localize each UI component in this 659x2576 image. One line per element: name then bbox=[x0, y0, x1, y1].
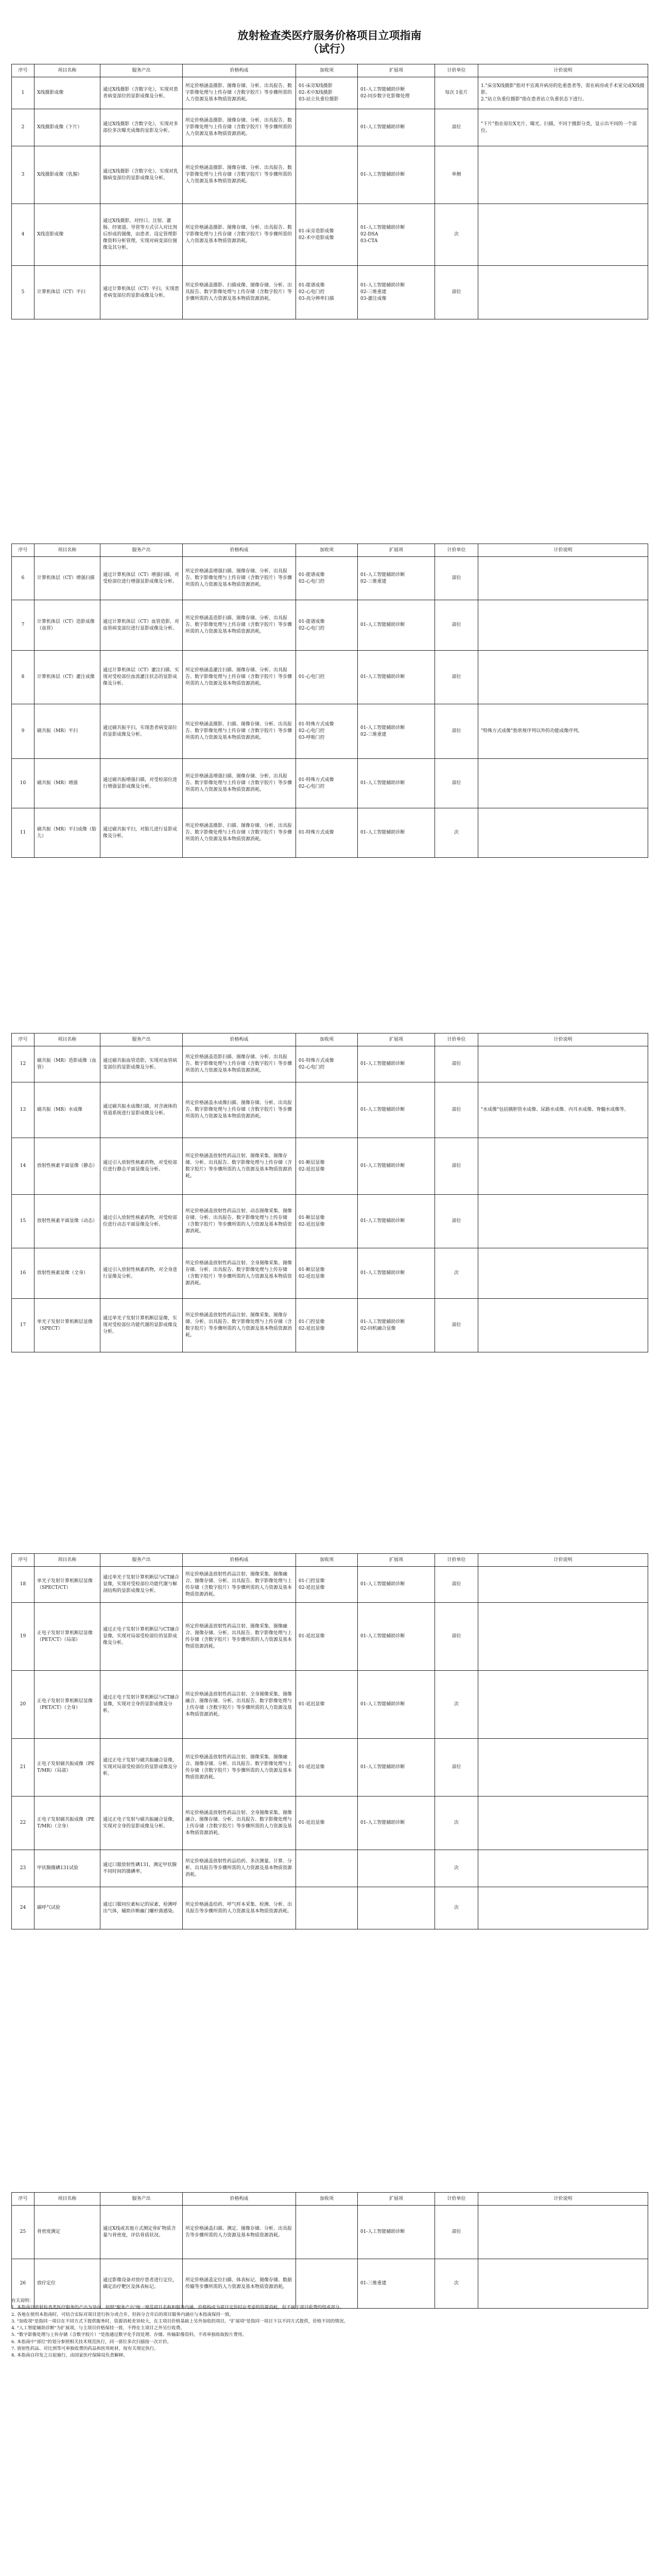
col-name: 正电子发射计算机断层显像（PET/CT）（全身） bbox=[34, 1671, 100, 1739]
table-page-3 bbox=[11, 1033, 648, 1352]
col-extension: 01-人工智能辅助诊断 02-三维重建 bbox=[358, 557, 435, 600]
col-surcharge: 01-断层显像 02-延迟显像 bbox=[296, 1138, 358, 1195]
col-output: 通过正电子发射计算机断层与CT融合显像，实现对全身的显影成像及分析。 bbox=[100, 1671, 183, 1739]
col-index: 25 bbox=[12, 2206, 34, 2259]
col-name: 放射性核素平面显像（静态） bbox=[34, 1138, 100, 1195]
table-row bbox=[12, 109, 648, 146]
price-table bbox=[11, 1553, 648, 1929]
table-row bbox=[12, 1046, 648, 1082]
col-surcharge: 01-能谱成像 02-心电门控 bbox=[296, 557, 358, 600]
col-surcharge: 01-延迟显像 bbox=[296, 1739, 358, 1797]
header-col-surcharge: 加收项 bbox=[296, 544, 358, 557]
header-col-extension: 扩展项 bbox=[358, 1033, 435, 1046]
table-row bbox=[12, 77, 648, 109]
col-name: 正电子发射计算机断层显像（PET/CT）（局部） bbox=[34, 1603, 100, 1671]
col-price: 所定价格涵盖摄影、图像存储、分析、出具报告、数字影像处理与上传存储（含数字胶片）等步骤所需的人力资源及基本物质资源消耗。 bbox=[183, 204, 296, 266]
col-unit: 次 bbox=[435, 1887, 478, 1929]
col-output: 通过口服同位素标记的尿素，检测呼出气体，辅助诊断幽门螺杆菌感染。 bbox=[100, 1887, 183, 1929]
col-unit: 部位 bbox=[435, 1299, 478, 1352]
col-index: 17 bbox=[12, 1299, 34, 1352]
col-name: 甲状腺摄碘131试验 bbox=[34, 1850, 100, 1887]
col-extension: 01-人工智能辅助诊断 bbox=[358, 2206, 435, 2259]
header-col-index: 序号 bbox=[12, 544, 34, 557]
notes-section bbox=[11, 2298, 648, 2360]
col-index: 15 bbox=[12, 1195, 34, 1248]
col-index: 9 bbox=[12, 704, 34, 759]
col-note bbox=[478, 1671, 648, 1739]
table-row bbox=[12, 808, 648, 858]
col-unit: 次 bbox=[435, 1671, 478, 1739]
col-surcharge bbox=[296, 1082, 358, 1138]
col-price: 所定价格涵盖摄影、扫描成像、图像存储、分析、出具报告、数字影像处理与上传存储（含数字胶片）等步骤所需的人力资源及基本物质资源消耗。 bbox=[183, 266, 296, 319]
header-col-price: 价格构成 bbox=[183, 64, 296, 77]
col-note bbox=[478, 1603, 648, 1671]
col-note bbox=[478, 651, 648, 704]
note-item: 7. 放射性药品、对比剂等可单独收费的药品和医用耗材，按有关规定执行。 bbox=[11, 2346, 159, 2352]
col-index: 18 bbox=[12, 1567, 34, 1603]
col-output: 通过磁共振增强扫描，对受检部位进行增强显影成像及分析。 bbox=[100, 759, 183, 808]
table-row bbox=[12, 1567, 648, 1603]
col-note bbox=[478, 1195, 648, 1248]
col-index: 6 bbox=[12, 557, 34, 600]
col-note bbox=[478, 600, 648, 651]
col-price: 所定价格涵盖增强扫描、图像存储、分析、出具报告、数字影像处理与上传存储（含数字胶片）等步骤所需的人力资源及基本物质资源消耗。 bbox=[183, 759, 296, 808]
header-col-price: 价格构成 bbox=[183, 2193, 296, 2206]
table-page-2 bbox=[11, 544, 648, 858]
col-note bbox=[478, 759, 648, 808]
col-note bbox=[478, 146, 648, 204]
col-name: 单光子发射计算机断层显像（SPECT） bbox=[34, 1299, 100, 1352]
col-note bbox=[478, 2206, 648, 2259]
col-output: 通过X线或其他方式测定骨矿物质含量与骨密度，评估骨质状况。 bbox=[100, 2206, 183, 2259]
col-note bbox=[478, 266, 648, 319]
col-price: 所定价格涵盖放射性药品注射、图像采集、图像融合、图像存储、分析、出具报告、数字影像处理与上传存储（含数字胶片）等步骤所需的人力资源及基本物质资源消耗。 bbox=[183, 1567, 296, 1603]
col-unit: 部位 bbox=[435, 651, 478, 704]
col-price: 所定价格涵盖放射性药品注射、全身图像采集、图像融合、图像存储、分析、出具报告、数字影像处理与上传存储（含数字胶片）等步骤所需的人力资源及基本物质资源消耗。 bbox=[183, 1671, 296, 1739]
col-note bbox=[478, 1299, 648, 1352]
col-index: 4 bbox=[12, 204, 34, 266]
col-name: X线造影成像 bbox=[34, 204, 100, 266]
header-col-extension: 扩展项 bbox=[358, 64, 435, 77]
col-index: 24 bbox=[12, 1887, 34, 1929]
col-note: 1."床旁X线摄影"指对不宜离开病房的危重患者等，需在病房或手术室完成X线摄影。 2."站立负重位摄影"指在患者站立负重状态下进行。 bbox=[478, 77, 648, 109]
table-row bbox=[12, 1850, 648, 1887]
col-unit: 次 bbox=[435, 1850, 478, 1887]
col-surcharge: 01-床旁X线摄影 02-术中X线摄影 03-站立负重位摄影 bbox=[296, 77, 358, 109]
col-extension: 01-人工智能辅助诊断 bbox=[358, 1739, 435, 1797]
table-page-4 bbox=[11, 1553, 648, 1929]
col-surcharge: 01-断层显像 02-延迟显像 bbox=[296, 1248, 358, 1299]
col-name: 磁共振（MR）平扫 bbox=[34, 704, 100, 759]
col-extension: 01-人工智能辅助诊断 02-三维重建 bbox=[358, 704, 435, 759]
table-header-row bbox=[12, 544, 648, 557]
col-output: 通过X线摄影（含数字化），实现对患者病变部位的显影成像及分析。 bbox=[100, 77, 183, 109]
col-unit: 次 bbox=[435, 204, 478, 266]
col-name: 计算机体层（CT）增强扫描 bbox=[34, 557, 100, 600]
col-unit: 每次 1张片 bbox=[435, 77, 478, 109]
col-index: 23 bbox=[12, 1850, 34, 1887]
price-table bbox=[11, 2192, 648, 2309]
col-output: 通过X线摄影（含数字化），实现对多部位多次曝光成像的显影及分析。 bbox=[100, 109, 183, 146]
col-name: 放射性核素平面显像（动态） bbox=[34, 1195, 100, 1248]
col-output: 通过磁共振平扫，对胎儿进行显影成像及分析。 bbox=[100, 808, 183, 858]
price-table bbox=[11, 544, 648, 858]
table-row bbox=[12, 1082, 648, 1138]
col-unit: 部位 bbox=[435, 1082, 478, 1138]
col-unit: 次 bbox=[435, 1797, 478, 1850]
table-row bbox=[12, 266, 648, 319]
col-price: 所定价格涵盖扫描、测定、图像存储、分析、出具报告等步骤所需的人力资源及基本物质资源消耗。 bbox=[183, 2206, 296, 2259]
col-name: 碳呼气试验 bbox=[34, 1887, 100, 1929]
col-unit: 部位 bbox=[435, 1195, 478, 1248]
header-col-price: 价格构成 bbox=[183, 1554, 296, 1567]
col-note: "下片"指在原位X光片、曝光、扫描，不同于摄影分类，显示出不同的一个部位。 bbox=[478, 109, 648, 146]
col-index: 11 bbox=[12, 808, 34, 858]
page-subtitle: （试行） bbox=[308, 42, 351, 55]
col-note bbox=[478, 808, 648, 858]
col-unit: 次 bbox=[435, 1248, 478, 1299]
header-col-note: 计价说明 bbox=[478, 544, 648, 557]
col-name: 骨密度测定 bbox=[34, 2206, 100, 2259]
col-price: 所定价格涵盖摄影、图像存储、分析、出具报告、数字影像处理与上传存储（含数字胶片）等步骤所需的人力资源及基本物质资源消耗。 bbox=[183, 146, 296, 204]
col-name: 计算机体层（CT）平扫 bbox=[34, 266, 100, 319]
notes-heading: 有关说明： bbox=[11, 2298, 33, 2303]
col-surcharge: 01-能谱成像 02-心电门控 03-高分辨率扫描 bbox=[296, 266, 358, 319]
col-note bbox=[478, 204, 648, 266]
col-note bbox=[478, 1046, 648, 1082]
header-col-name: 项目名称 bbox=[34, 2193, 100, 2206]
col-unit: 部位 bbox=[435, 2206, 478, 2259]
col-note: "水成像"包括胰胆管水成像、尿路水成像、内耳水成像、脊髓水成像等。 bbox=[478, 1082, 648, 1138]
col-price: 所定价格涵盖定位扫描、体表标记、图像存储、数据传输等步骤所需的人力资源及基本物质资源消耗。 bbox=[183, 2259, 296, 2309]
col-surcharge bbox=[296, 1850, 358, 1887]
header-col-index: 序号 bbox=[12, 1554, 34, 1567]
header-col-output: 服务产出 bbox=[100, 544, 183, 557]
header-col-extension: 扩展项 bbox=[358, 2193, 435, 2206]
header-col-extension: 扩展项 bbox=[358, 544, 435, 557]
col-extension: 01-人工智能辅助诊断 bbox=[358, 1082, 435, 1138]
table-row bbox=[12, 1138, 648, 1195]
header-col-note: 计价说明 bbox=[478, 1554, 648, 1567]
note-item: 2. 各地在使用本指南时，可结合实际对项目进行拆分或合并，但拆分合并后的项目服务内涵应与本指南保持一致。 bbox=[11, 2312, 234, 2317]
header-col-output: 服务产出 bbox=[100, 1554, 183, 1567]
col-output: 通过正电子发射与磁共振融合显像，实现对全身的显影成像及分析。 bbox=[100, 1797, 183, 1850]
header-col-name: 项目名称 bbox=[34, 1554, 100, 1567]
col-surcharge: 01-特殊方式成像 02-心电门控 bbox=[296, 759, 358, 808]
table-row bbox=[12, 204, 648, 266]
col-surcharge bbox=[296, 109, 358, 146]
col-price: 所定价格涵盖摄影、图像存储、分析、出具报告、数字影像处理与上传存储（含数字胶片）等步骤所需的人力资源及基本物质资源消耗。 bbox=[183, 77, 296, 109]
table-row bbox=[12, 651, 648, 704]
table-row bbox=[12, 146, 648, 204]
col-price: 所定价格涵盖放射性药品注射、图像采集、图像存储、分析、出具报告、数字影像处理与上传存储（含数字胶片）等步骤所需的人力资源及基本物质资源消耗。 bbox=[183, 1299, 296, 1352]
header-col-name: 项目名称 bbox=[34, 544, 100, 557]
table-row bbox=[12, 1797, 648, 1850]
col-index: 14 bbox=[12, 1138, 34, 1195]
header-col-index: 序号 bbox=[12, 64, 34, 77]
col-output: 通过磁共振平扫，实现患者病变部位的显影成像及分析。 bbox=[100, 704, 183, 759]
col-extension: 01-人工智能辅助诊断 bbox=[358, 146, 435, 204]
col-index: 10 bbox=[12, 759, 34, 808]
table-row bbox=[12, 1739, 648, 1797]
col-output: 通过引入放射性核素药物，对受检部位进行静态平面显像及分析。 bbox=[100, 1138, 183, 1195]
header-col-index: 序号 bbox=[12, 2193, 34, 2206]
header-col-unit: 计价单位 bbox=[435, 1033, 478, 1046]
col-name: 单光子发射计算机断层显像（SPECT/CT） bbox=[34, 1567, 100, 1603]
col-output: 通过磁共振血管造影，实现对血管病变部位的显影成像及分析。 bbox=[100, 1046, 183, 1082]
header-col-name: 项目名称 bbox=[34, 1033, 100, 1046]
table-page-1 bbox=[11, 64, 648, 319]
col-surcharge: 01-断层显像 02-延迟显像 bbox=[296, 1195, 358, 1248]
header-col-surcharge: 加收项 bbox=[296, 2193, 358, 2206]
col-note bbox=[478, 1739, 648, 1797]
col-surcharge bbox=[296, 2206, 358, 2259]
col-index: 21 bbox=[12, 1739, 34, 1797]
col-name: 磁共振（MR）增强 bbox=[34, 759, 100, 808]
note-item: 1. 本指南以放射检查类医疗服务的产出为导向，按照"服务产出"统一规范项目名称和服务内涵，价格构成为项目定价时应考虑的资源消耗，但不属于项目收费的组成部分。 bbox=[11, 2305, 344, 2311]
col-index: 26 bbox=[12, 2259, 34, 2309]
col-extension: 01-人工智能辅助诊断 bbox=[358, 1195, 435, 1248]
col-price: 所定价格涵盖放射性药品给药、多次测量、计算、分析、出具报告等步骤所需的人力资源及基本物质资源消耗。 bbox=[183, 1850, 296, 1887]
col-unit: 部位 bbox=[435, 759, 478, 808]
note-item: 8. 本指南自印发之日起施行，由国家医疗保障局负责解释。 bbox=[11, 2353, 128, 2359]
col-index: 16 bbox=[12, 1248, 34, 1299]
col-note bbox=[478, 1138, 648, 1195]
col-surcharge: 01-心电门控 bbox=[296, 651, 358, 704]
col-extension: 01-人工智能辅助诊断 bbox=[358, 1138, 435, 1195]
col-index: 7 bbox=[12, 600, 34, 651]
col-unit: 部位 bbox=[435, 557, 478, 600]
col-output: 通过X线摄影（含数字化），实现对乳腺病变部位的显影成像及分析。 bbox=[100, 146, 183, 204]
table-row bbox=[12, 1299, 648, 1352]
page-title: 放射检查类医疗服务价格项目立项指南 bbox=[237, 29, 422, 42]
col-extension: 01-人工智能辅助诊断 bbox=[358, 1603, 435, 1671]
col-index: 8 bbox=[12, 651, 34, 704]
col-price: 所定价格涵盖摄影、扫描、图像存储、分析、出具报告、数字影像处理与上传存储（含数字胶片）等步骤所需的人力资源及基本物质资源消耗。 bbox=[183, 808, 296, 858]
col-extension: 01-人工智能辅助诊断 bbox=[358, 759, 435, 808]
col-price: 所定价格涵盖增强扫描、图像存储、分析、出具报告、数字影像处理与上传存储（含数字胶片）等步骤所需的人力资源及基本物质资源消耗。 bbox=[183, 557, 296, 600]
table-row bbox=[12, 1195, 648, 1248]
col-output: 通过引入放射性核素药物，对全身进行显像及分析。 bbox=[100, 1248, 183, 1299]
col-name: 计算机体层（CT）灌注成像 bbox=[34, 651, 100, 704]
note-item: 4. "人工智能辅助诊断"为扩展项，与主项目价格保持一致，不得在主项目之外另行收费。 bbox=[11, 2326, 185, 2331]
col-output: 通过引入放射性核素药物，对受检部位进行动态平面显像及分析。 bbox=[100, 1195, 183, 1248]
col-unit: 部位 bbox=[435, 1603, 478, 1671]
table-header-row bbox=[12, 1033, 648, 1046]
col-surcharge: 01-能谱成像 02-心电门控 bbox=[296, 600, 358, 651]
col-unit: 部位 bbox=[435, 704, 478, 759]
col-unit: 单侧 bbox=[435, 146, 478, 204]
col-index: 12 bbox=[12, 1046, 34, 1082]
col-surcharge: 01-特殊方式成像 02-心电门控 bbox=[296, 1046, 358, 1082]
table-row bbox=[12, 704, 648, 759]
col-name: X线摄影成像 bbox=[34, 77, 100, 109]
col-output: 通过计算机体层（CT）平扫，实现患者病变部位的显影成像及分析。 bbox=[100, 266, 183, 319]
col-note bbox=[478, 1248, 648, 1299]
col-name: 磁共振（MR）造影成像（血管） bbox=[34, 1046, 100, 1082]
header-col-surcharge: 加收项 bbox=[296, 64, 358, 77]
col-extension bbox=[358, 1850, 435, 1887]
col-index: 13 bbox=[12, 1082, 34, 1138]
col-unit: 部位 bbox=[435, 109, 478, 146]
col-surcharge bbox=[296, 146, 358, 204]
col-output: 通过计算机体层（CT）增强扫描，对受检部位进行增强显影成像及分析。 bbox=[100, 557, 183, 600]
col-surcharge bbox=[296, 1887, 358, 1929]
col-price: 所定价格涵盖放射性药品注射、图像采集、图像融合、图像存储、分析、出具报告、数字影像处理与上传存储（含数字胶片）等步骤所需的人力资源及基本物质资源消耗。 bbox=[183, 1603, 296, 1671]
col-price: 所定价格涵盖放射性药品注射、图像采集、图像融合、图像存储、分析、出具报告、数字影像处理与上传存储（含数字胶片）等步骤所需的人力资源及基本物质资源消耗。 bbox=[183, 1739, 296, 1797]
col-price: 所定价格涵盖放射性药品注射、图像采集、图像存储、分析、出具报告、数字影像处理与上传存储（含数字胶片）等步骤所需的人力资源及基本物质资源消耗。 bbox=[183, 1138, 296, 1195]
col-extension: 01-人工智能辅助诊断 02-三维重建 03-灌注成像 bbox=[358, 266, 435, 319]
header-col-index: 序号 bbox=[12, 1033, 34, 1046]
col-extension: 01-人工智能辅助诊断 02-同机融合显像 bbox=[358, 1299, 435, 1352]
table-row bbox=[12, 1887, 648, 1929]
col-extension bbox=[358, 1887, 435, 1929]
col-note bbox=[478, 1887, 648, 1929]
col-surcharge: 01-延迟显像 bbox=[296, 1671, 358, 1739]
col-unit: 部位 bbox=[435, 1567, 478, 1603]
col-note bbox=[478, 557, 648, 600]
header-col-note: 计价说明 bbox=[478, 1033, 648, 1046]
col-unit: 次 bbox=[435, 2259, 478, 2309]
table-row bbox=[12, 1603, 648, 1671]
col-price: 所定价格涵盖给药、呼气样本采集、检测、分析、出具报告等步骤所需的人力资源及基本物质资源消耗。 bbox=[183, 1887, 296, 1929]
col-price: 所定价格涵盖造影扫描、图像存储、分析、出具报告、数字影像处理与上传存储（含数字胶片）等步骤所需的人力资源及基本物质资源消耗。 bbox=[183, 600, 296, 651]
header-col-extension: 扩展项 bbox=[358, 1554, 435, 1567]
col-price: 所定价格涵盖摄影、图像存储、分析、出具报告、数字影像处理与上传存储（含数字胶片）等步骤所需的人力资源及基本物质资源消耗。 bbox=[183, 109, 296, 146]
col-name: 正电子发射磁共振成像（PET/MR）（全身） bbox=[34, 1797, 100, 1850]
col-unit: 部位 bbox=[435, 1138, 478, 1195]
col-unit: 部位 bbox=[435, 600, 478, 651]
table-row bbox=[12, 2206, 648, 2259]
col-extension: 01-人工智能辅助诊断 bbox=[358, 600, 435, 651]
header-col-price: 价格构成 bbox=[183, 1033, 296, 1046]
header-col-surcharge: 加收项 bbox=[296, 1554, 358, 1567]
table-row bbox=[12, 1248, 648, 1299]
table-row bbox=[12, 600, 648, 651]
col-extension: 01-人工智能辅助诊断 02-同步数字化影像处理 bbox=[358, 77, 435, 109]
col-name: X线摄影成像（下片） bbox=[34, 109, 100, 146]
header-col-output: 服务产出 bbox=[100, 64, 183, 77]
col-note: "特殊方式成像"指常规序列以外的功能成像序列。 bbox=[478, 704, 648, 759]
col-index: 3 bbox=[12, 146, 34, 204]
col-surcharge: 01-特殊方式成像 bbox=[296, 808, 358, 858]
col-name: 磁共振（MR）平扫成像（胎儿） bbox=[34, 808, 100, 858]
col-extension: 01-三维重建 bbox=[358, 2259, 435, 2309]
table-row bbox=[12, 1671, 648, 1739]
col-surcharge: 01-延迟显像 bbox=[296, 1603, 358, 1671]
header-col-surcharge: 加收项 bbox=[296, 1033, 358, 1046]
col-name: 放射性核素显像（全身） bbox=[34, 1248, 100, 1299]
col-price: 所定价格涵盖水成像扫描、图像存储、分析、出具报告、数字影像处理与上传存储（含数字胶片）等步骤所需的人力资源及基本物质资源消耗。 bbox=[183, 1082, 296, 1138]
header-col-note: 计价说明 bbox=[478, 64, 648, 77]
col-output: 通过X线摄影，对经口、注射、灌肠、经窦道、导管等方式引入对比剂后形成的图像，由患者、设定管理影像资料分析管理，实现对病变部位图像及其分析。 bbox=[100, 204, 183, 266]
col-extension: 01-人工智能辅助诊断 bbox=[358, 808, 435, 858]
header-col-unit: 计价单位 bbox=[435, 1554, 478, 1567]
col-surcharge: 01-床旁造影成像 02-术中造影成像 bbox=[296, 204, 358, 266]
col-extension: 01-人工智能辅助诊断 bbox=[358, 1671, 435, 1739]
table-page-5 bbox=[11, 2192, 648, 2309]
table-header-row bbox=[12, 64, 648, 77]
col-name: 计算机体层（CT）造影成像（血管） bbox=[34, 600, 100, 651]
col-output: 通过磁共振水成像扫描，对含液体的管道系统进行显影成像及分析。 bbox=[100, 1082, 183, 1138]
col-surcharge: 01-特殊方式成像 02-心电门控 03-呼吸门控 bbox=[296, 704, 358, 759]
col-index: 22 bbox=[12, 1797, 34, 1850]
col-surcharge: 01-门控显像 02-延迟显像 bbox=[296, 1299, 358, 1352]
table-header-row bbox=[12, 1554, 648, 1567]
col-extension: 01-人工智能辅助诊断 02-DSA 03-CTA bbox=[358, 204, 435, 266]
table-row bbox=[12, 557, 648, 600]
col-name: X线摄影成像（乳腺） bbox=[34, 146, 100, 204]
col-output: 通过计算机体层（CT）血管造影，对血管病变部位进行显影成像及分析。 bbox=[100, 600, 183, 651]
table-header-row bbox=[12, 2193, 648, 2206]
col-surcharge: 01-延迟显像 bbox=[296, 1797, 358, 1850]
header-col-note: 计价说明 bbox=[478, 2193, 648, 2206]
col-output: 通过正电子发射计算机断层与CT融合显像，实现对局部受检部位的显影成像及分析。 bbox=[100, 1603, 183, 1671]
col-unit: 部位 bbox=[435, 1046, 478, 1082]
header-col-name: 项目名称 bbox=[34, 64, 100, 77]
header-col-unit: 计价单位 bbox=[435, 2193, 478, 2206]
col-price: 所定价格涵盖造影扫描、图像存储、分析、出具报告、数字影像处理与上传存储（含数字胶片）等步骤所需的人力资源及基本物质资源消耗。 bbox=[183, 1046, 296, 1082]
col-price: 所定价格涵盖灌注扫描、图像存储、分析、出具报告、数字影像处理与上传存储（含数字胶片）等步骤所需的人力资源及基本物质资源消耗。 bbox=[183, 651, 296, 704]
col-index: 5 bbox=[12, 266, 34, 319]
col-output: 通过单光子发射计算机断层显像，实现对受检部位功能代谢的显影成像及分析。 bbox=[100, 1299, 183, 1352]
col-name: 放疗定位 bbox=[34, 2259, 100, 2309]
header-col-output: 服务产出 bbox=[100, 1033, 183, 1046]
col-surcharge: 01-门控显像 02-延迟显像 bbox=[296, 1567, 358, 1603]
col-output: 通过计算机体层（CT）灌注扫描，实现对受检部位血流灌注状态的显影成像及分析。 bbox=[100, 651, 183, 704]
header-col-price: 价格构成 bbox=[183, 544, 296, 557]
col-output: 通过单光子发射计算机断层与CT融合显像，实现对受检部位功能代谢与解剖结构的显影成像及分析。 bbox=[100, 1567, 183, 1603]
col-name: 正电子发射磁共振成像（PET/MR）（局部） bbox=[34, 1739, 100, 1797]
col-price: 所定价格涵盖放射性药品注射、全身图像采集、图像融合、图像存储、分析、出具报告、数字影像处理与上传存储（含数字胶片）等步骤所需的人力资源及基本物质资源消耗。 bbox=[183, 1797, 296, 1850]
note-item: 6. 本指南中"部位"的划分参照相关技术规范执行，同一部位多次扫描按一次计价。 bbox=[11, 2339, 172, 2345]
col-index: 19 bbox=[12, 1603, 34, 1671]
col-unit: 次 bbox=[435, 808, 478, 858]
col-note bbox=[478, 1850, 648, 1887]
col-extension: 01-人工智能辅助诊断 bbox=[358, 109, 435, 146]
col-price: 所定价格涵盖放射性药品注射、动态图像采集、图像存储、分析、出具报告、数字影像处理与上传存储（含数字胶片）等步骤所需的人力资源及基本物质资源消耗。 bbox=[183, 1195, 296, 1248]
col-output: 通过正电子发射与磁共振融合显像，实现对局部受检部位的显影成像及分析。 bbox=[100, 1739, 183, 1797]
col-note bbox=[478, 1797, 648, 1850]
note-item: 5. "数字影像处理与上传存储（含数字胶片）"是指通过数字化手段处理、存储、传输影像资料，不再单独收取胶片费用。 bbox=[11, 2332, 247, 2338]
col-name: 磁共振（MR）水成像 bbox=[34, 1082, 100, 1138]
col-price: 所定价格涵盖放射性药品注射、全身图像采集、图像存储、分析、出具报告、数字影像处理与上传存储（含数字胶片）等步骤所需的人力资源及基本物质资源消耗。 bbox=[183, 1248, 296, 1299]
col-price: 所定价格涵盖摄影、扫描、图像存储、分析、出具报告、数字影像处理与上传存储（含数字胶片）等步骤所需的人力资源及基本物质资源消耗。 bbox=[183, 704, 296, 759]
col-unit: 部位 bbox=[435, 1739, 478, 1797]
col-note bbox=[478, 1567, 648, 1603]
col-output: 通过影像设备对放疗患者进行定位，确定治疗靶区及体表标记。 bbox=[100, 2259, 183, 2309]
header-col-unit: 计价单位 bbox=[435, 544, 478, 557]
price-table bbox=[11, 64, 648, 319]
table-row bbox=[12, 759, 648, 808]
price-table bbox=[11, 1033, 648, 1352]
col-index: 20 bbox=[12, 1671, 34, 1739]
col-output: 通过口服放射性碘131，测定甲状腺不同时间的摄碘率。 bbox=[100, 1850, 183, 1887]
header-col-unit: 计价单位 bbox=[435, 64, 478, 77]
col-extension: 01-人工智能辅助诊断 bbox=[358, 1567, 435, 1603]
col-extension: 01-人工智能辅助诊断 bbox=[358, 651, 435, 704]
col-extension: 01-人工智能辅助诊断 bbox=[358, 1248, 435, 1299]
note-item: 3. "加收项"是指同一项目在不同方式下提供服务时，资源消耗差异较大，在主项目价格基础上另外加收的项目。"扩展项"是指同一项目下以不同方式提供，价格不同的情况。 bbox=[11, 2318, 349, 2324]
header-col-output: 服务产出 bbox=[100, 2193, 183, 2206]
col-extension: 01-人工智能辅助诊断 bbox=[358, 1046, 435, 1082]
col-extension: 01-人工智能辅助诊断 bbox=[358, 1797, 435, 1850]
col-index: 2 bbox=[12, 109, 34, 146]
col-unit: 部位 bbox=[435, 266, 478, 319]
col-index: 1 bbox=[12, 77, 34, 109]
